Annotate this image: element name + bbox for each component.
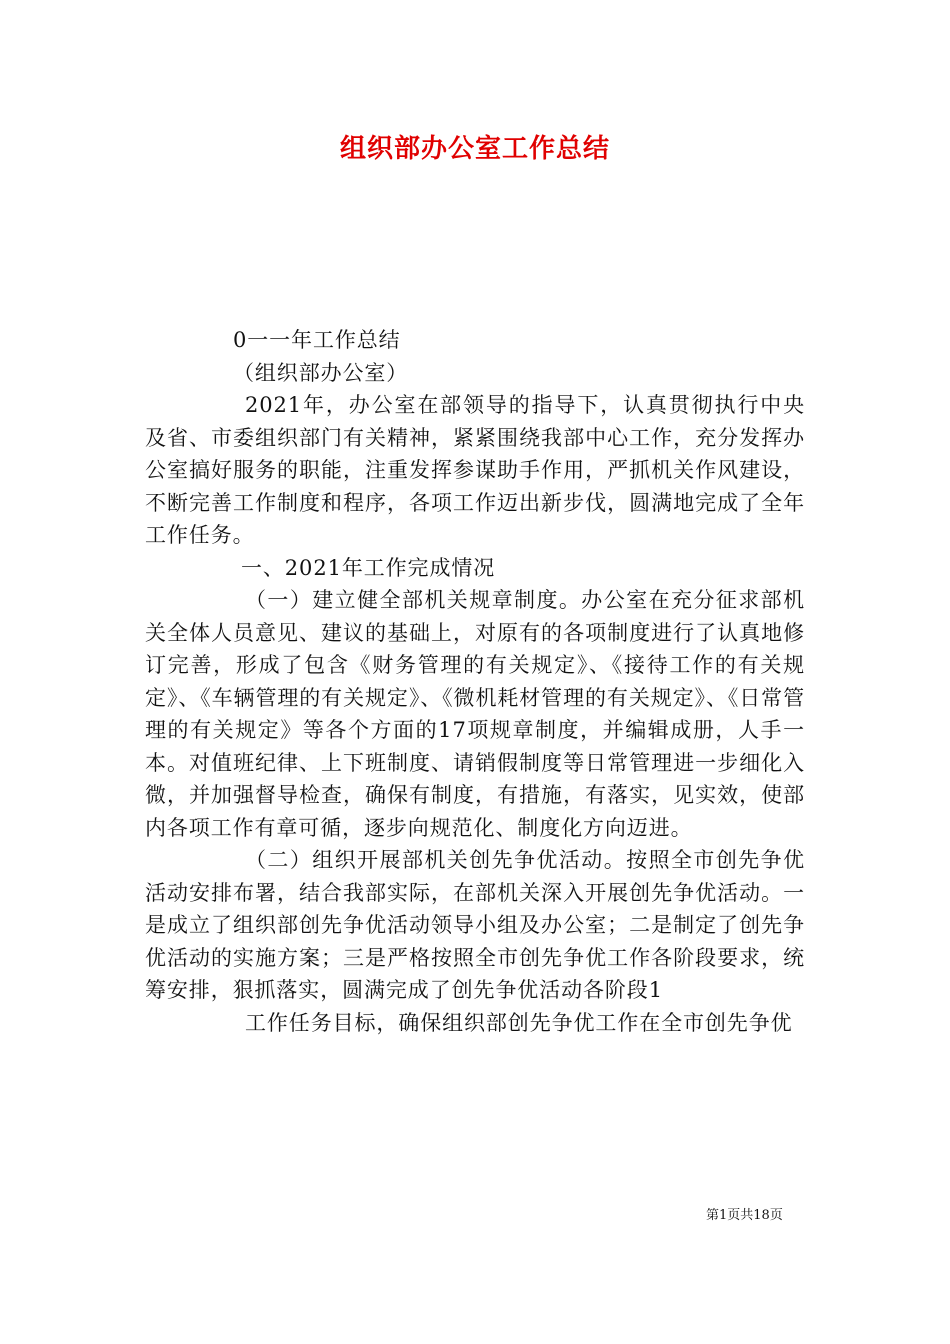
section-heading-1: 一、2021年工作完成情况: [241, 555, 496, 580]
heading-year: 0一一年工作总结: [233, 328, 401, 352]
page-number: 第1页共18页: [706, 1208, 783, 1223]
document-title: 组织部办公室工作总结: [339, 134, 610, 164]
document-body: [145, 324, 805, 1039]
paragraph-activities: （二）组织开展部机关创先争优活动。按照全市创先争优活动安排布署，结合我部实际，在部机关深入开展创先争优活动。一是成立了组织部创先争优活动领导小组及办公室；二是制定了创先争优活动的实施方案；三是严格按照全市创先争优工作各阶段要求，统筹安排，狠抓落实，圆满完成了创先争优活动各阶段1: [145, 848, 805, 1002]
heading-department: （组织部办公室）: [233, 360, 409, 385]
paragraph-continuation: 工作任务目标，确保组织部创先争优工作在全市创先争优: [245, 1010, 793, 1035]
paragraph-rules: （一）建立健全部机关规章制度。办公室在充分征求部机关全体人员意见、建议的基础上，对原有的各项制度进行了认真地修订完善，形成了包含《财务管理的有关规定》、《接待工作的有关规定》、《车辆管理的有关规定》、《微机耗材管理的有关规定》、《日常管理的有关规定》等各个方面的17项规章制度，并编辑成册，人手一本。对值班纪律、上下班制度、请销假制度等日常管理进一步细化入微，并加强督导检查，确保有制度，有措施，有落实，见实效，使部内各项工作有章可循，逐步向规范化、制度化方向迈进。: [145, 588, 805, 840]
paragraph-intro: 2021年，办公室在部领导的指导下，认真贯彻执行中央及省、市委组织部门有关精神，紧紧围绕我部中心工作，充分发挥办公室搞好服务的职能，注重发挥参谋助手作用，严抓机关作风建设，不断完善工作制度和程序，各项工作迈出新步伐，圆满地完成了全年工作任务。: [145, 393, 805, 547]
